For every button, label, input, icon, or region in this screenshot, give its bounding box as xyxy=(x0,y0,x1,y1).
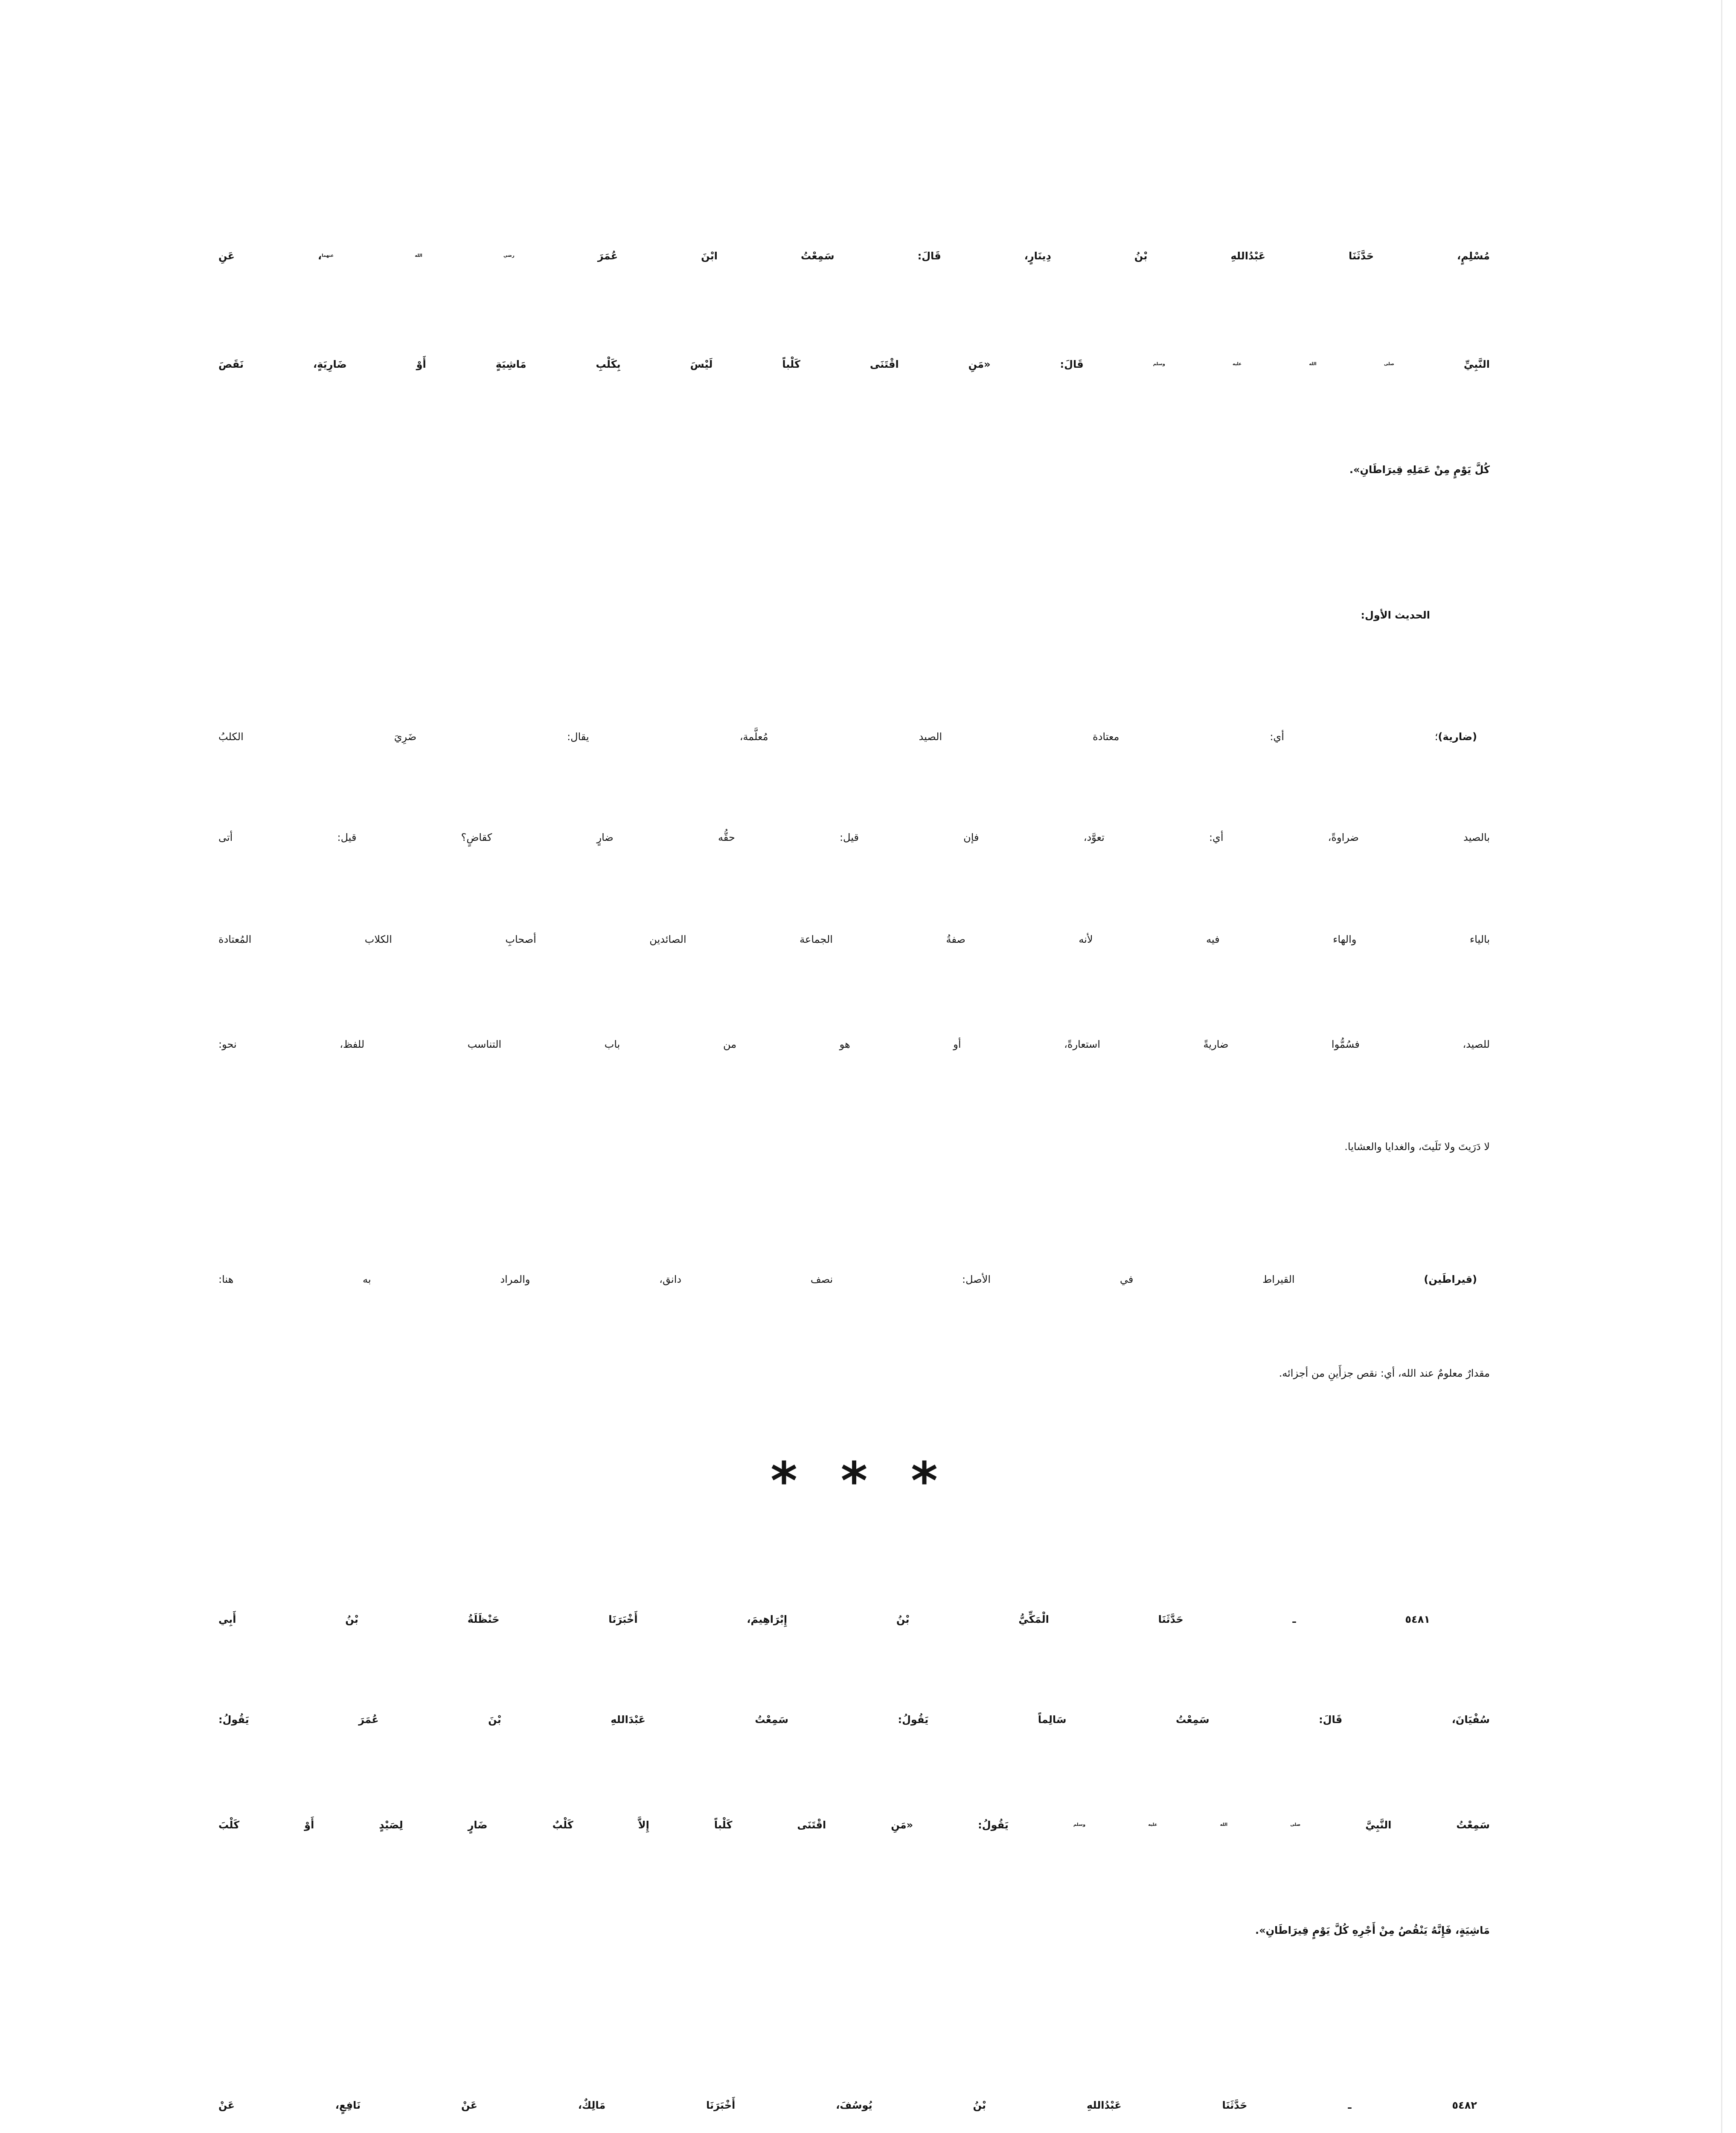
line-text: بالياء والهاء فيه لأنه صفةُ الجماعة الصائدين أصحابِ الكلاب المُعتادة xyxy=(218,933,1490,945)
text-line xyxy=(218,1778,1490,1872)
text-line xyxy=(218,997,1490,1091)
line-text: ؛ أي: معتادة الصيد مُعلَّمة، يقال: ضَرِيَ الكلبُ xyxy=(218,731,1438,743)
line-text: مَاشِيَةٍ، فَإِنَّهُ يَنْقُصُ مِنْ أَجْرِهِ كُلَّ يَوْمٍ قِيرَاطَانِ». xyxy=(1255,1924,1490,1936)
text-line xyxy=(218,317,1490,411)
text-line xyxy=(218,1326,1490,1420)
text-line xyxy=(218,892,1490,986)
line-text: القيراط في الأصل: نصف دانق، والمراد به هنا: xyxy=(218,1273,1424,1285)
scan-edge xyxy=(1721,0,1722,2133)
honorific-ligature: صلى الله عليه وسلم xyxy=(1153,361,1394,366)
section-separator: * * * xyxy=(771,1452,938,1511)
hadith-number: ٥٤٨٢ xyxy=(1452,2099,1477,2111)
line-text: سَمِعْتُ النَّبِيَّ xyxy=(1300,1819,1490,1831)
line-text: النَّبِيِّ xyxy=(1394,358,1490,370)
text-line xyxy=(218,790,1490,884)
line-text: قَالَ: «مَنِ اقْتَنَى كَلْباً لَيْسَ بِكَلْبِ مَاشِيَةٍ أَوْ ضَارِيَةٍ، نَقَصَ xyxy=(218,358,1153,370)
text-line xyxy=(218,1572,1490,1666)
text-line xyxy=(218,1883,1490,1977)
line-text: كُلَّ يَوْمٍ مِنْ عَمَلِهِ قِيرَاطَانِ». xyxy=(1349,464,1490,476)
glossed-term: (ضارية) xyxy=(1438,731,1477,743)
line-text: مقدارٌ معلومٌ عند الله، أي: نقص جزأَينِ من أجزائه. xyxy=(1279,1367,1490,1379)
honorific-ligature: صلى الله عليه وسلم xyxy=(1073,1822,1301,1827)
text-line xyxy=(218,209,1490,303)
text-line xyxy=(218,1100,1490,1194)
text-line xyxy=(218,690,1490,784)
line-text: مُسْلِمٍ، حَدَّثَنَا عَبْدُاللهِ بْنُ دِينَارٍ، قَالَ: سَمِعْتُ ابْنَ عُمَرَ xyxy=(514,250,1490,262)
line-text: ، عَنِ xyxy=(218,250,322,262)
line-text: يَقُولُ: «مَنِ اقْتَنَى كَلْباً إِلاَّ كَلْبٌ ضَارٍ لِصَيْدٍ أَوْ كَلْبَ xyxy=(218,1819,1073,1831)
line-text: للصيد، فسُمُّوا ضاريةً استعارةً، أو هو من باب التناسب للفظ، نحو: xyxy=(218,1038,1490,1050)
line-text: ـ حَدَّثَنَا عَبْدُاللهِ بْنُ يُوسُفَ، أَخْبَرَنَا مَالِكٌ، عَنْ نَافِعٍ، عَنْ xyxy=(218,2099,1452,2111)
text-line xyxy=(218,1673,1490,1767)
heading-text: الحديث الأول: xyxy=(1361,609,1430,621)
text-line xyxy=(218,2058,1490,2133)
hadith-number: ٥٤٨١ xyxy=(1405,1613,1430,1625)
text-line xyxy=(218,423,1490,517)
commentary-heading xyxy=(218,568,1490,662)
text-line xyxy=(218,1232,1490,1326)
glossed-term: (قيراطَين) xyxy=(1424,1273,1477,1285)
line-text: لا دَرَيتَ ولا تَلَيتَ، والغدايا والعشايا. xyxy=(1344,1141,1490,1153)
line-text: سُفْيَانَ، قَالَ: سَمِعْتُ سَالِماً يَقُولُ: سَمِعْتُ عَبْدَاللهِ بْنَ عُمَرَ يَقُولُ: xyxy=(218,1714,1490,1726)
honorific-ligature: رضي الله عنهما xyxy=(322,253,515,258)
line-text: بالصيد ضراوةً، أي: تعوَّد، فإن قيل: حقُّه ضارٍ كقاضٍ؟ قيل: أتى xyxy=(218,831,1490,843)
line-text: ـ حَدَّثَنَا الْمَكِّيُّ بْنُ إِبْرَاهِيمَ، أَخْبَرَنَا حَنْظَلَةُ بْنُ أَبِي xyxy=(218,1613,1405,1625)
